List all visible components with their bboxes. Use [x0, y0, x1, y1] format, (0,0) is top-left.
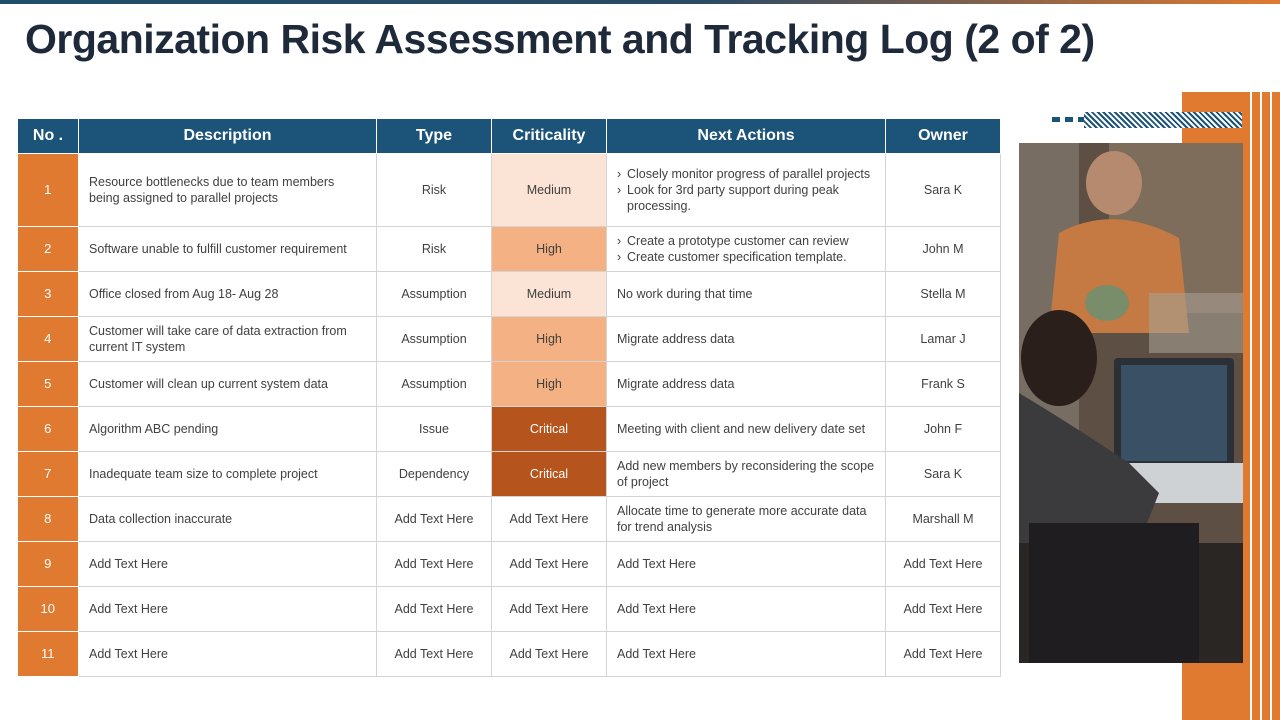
header-next-actions: Next Actions: [607, 119, 886, 154]
description-cell: Software unable to fulfill customer requirement: [79, 227, 377, 272]
type-cell: Assumption: [377, 272, 492, 317]
table-row: [18, 362, 1001, 407]
description-cell: Algorithm ABC pending: [79, 407, 377, 452]
owner-cell: Add Text Here: [886, 632, 1001, 677]
actions-list: [617, 166, 875, 214]
owner-cell: Sara K: [886, 154, 1001, 227]
criticality-cell: Critical: [492, 407, 607, 452]
actions-list: [617, 233, 875, 265]
action-item: › Look for 3rd party support during peak processing.: [617, 182, 875, 214]
criticality-cell: High: [492, 362, 607, 407]
header-owner: Owner: [886, 119, 1001, 154]
type-cell: Assumption: [377, 362, 492, 407]
criticality-cell: Add Text Here: [492, 632, 607, 677]
owner-cell: John M: [886, 227, 1001, 272]
row-number-cell: 11: [18, 632, 79, 677]
table-row: [18, 542, 1001, 587]
owner-cell: Sara K: [886, 452, 1001, 497]
row-number-cell: 6: [18, 407, 79, 452]
white-stripe: [1250, 92, 1252, 720]
type-cell: Add Text Here: [377, 497, 492, 542]
table-row: [18, 227, 1001, 272]
owner-cell: Add Text Here: [886, 542, 1001, 587]
criticality-cell: Add Text Here: [492, 587, 607, 632]
table-row: [18, 632, 1001, 677]
type-cell: Risk: [377, 154, 492, 227]
table-header-row: [18, 119, 1001, 154]
criticality-cell: High: [492, 227, 607, 272]
type-cell: Add Text Here: [377, 587, 492, 632]
owner-cell: Frank S: [886, 362, 1001, 407]
type-cell: Issue: [377, 407, 492, 452]
description-cell: Inadequate team size to complete project: [79, 452, 377, 497]
white-stripe: [1270, 92, 1272, 720]
description-cell: Customer will take care of data extraction from current IT system: [79, 317, 377, 362]
row-number-cell: 7: [18, 452, 79, 497]
description-cell: Add Text Here: [79, 632, 377, 677]
next-actions-cell: [607, 227, 886, 272]
row-number-cell: 4: [18, 317, 79, 362]
type-cell: Risk: [377, 227, 492, 272]
next-actions-cell: [607, 154, 886, 227]
table-row: [18, 497, 1001, 542]
row-number-cell: 1: [18, 154, 79, 227]
page-title: Organization Risk Assessment and Tracking Log (2 of 2): [25, 16, 1095, 62]
row-number-cell: 3: [18, 272, 79, 317]
table-row: [18, 317, 1001, 362]
action-item: › Create customer specification template.: [617, 249, 875, 265]
type-cell: Add Text Here: [377, 632, 492, 677]
description-cell: Resource bottlenecks due to team members being assigned to parallel projects: [79, 154, 377, 227]
criticality-cell: Critical: [492, 452, 607, 497]
action-item: › Create a prototype customer can review: [617, 233, 875, 249]
office-photo: [1019, 143, 1243, 663]
criticality-cell: Add Text Here: [492, 542, 607, 587]
white-stripe: [1260, 92, 1262, 720]
description-cell: Add Text Here: [79, 587, 377, 632]
header-no: No .: [18, 119, 79, 154]
description-cell: Add Text Here: [79, 542, 377, 587]
decorative-dots: [1052, 117, 1086, 122]
criticality-cell: Medium: [492, 272, 607, 317]
next-actions-cell: Allocate time to generate more accurate data for trend analysis: [607, 497, 886, 542]
action-item: › Closely monitor progress of parallel projects: [617, 166, 875, 182]
type-cell: Dependency: [377, 452, 492, 497]
type-cell: Assumption: [377, 317, 492, 362]
next-actions-cell: Add Text Here: [607, 542, 886, 587]
table-body: [18, 154, 1001, 677]
row-number-cell: 5: [18, 362, 79, 407]
decorative-dot: [1052, 117, 1060, 122]
header-description: Description: [79, 119, 377, 154]
row-number-cell: 2: [18, 227, 79, 272]
next-actions-cell: Add Text Here: [607, 632, 886, 677]
next-actions-cell: Migrate address data: [607, 317, 886, 362]
table-row: [18, 272, 1001, 317]
description-cell: Data collection inaccurate: [79, 497, 377, 542]
owner-cell: Stella M: [886, 272, 1001, 317]
decorative-dot: [1065, 117, 1073, 122]
owner-cell: Marshall M: [886, 497, 1001, 542]
owner-cell: Lamar J: [886, 317, 1001, 362]
table-row: [18, 587, 1001, 632]
next-actions-cell: Add Text Here: [607, 587, 886, 632]
table-row: [18, 407, 1001, 452]
next-actions-cell: Migrate address data: [607, 362, 886, 407]
criticality-cell: Add Text Here: [492, 497, 607, 542]
row-number-cell: 9: [18, 542, 79, 587]
next-actions-cell: Meeting with client and new delivery date set: [607, 407, 886, 452]
photo-illustration: [1019, 143, 1243, 663]
criticality-cell: Medium: [492, 154, 607, 227]
row-number-cell: 8: [18, 497, 79, 542]
next-actions-cell: Add new members by reconsidering the scope of project: [607, 452, 886, 497]
top-accent-bar: [0, 0, 1280, 4]
risk-log-table: [17, 118, 1001, 677]
criticality-cell: High: [492, 317, 607, 362]
table-row: [18, 154, 1001, 227]
table-row: [18, 452, 1001, 497]
header-type: Type: [377, 119, 492, 154]
description-cell: Office closed from Aug 18- Aug 28: [79, 272, 377, 317]
row-number-cell: 10: [18, 587, 79, 632]
decorative-hatch-bar: [1084, 112, 1242, 128]
next-actions-cell: No work during that time: [607, 272, 886, 317]
description-cell: Customer will clean up current system data: [79, 362, 377, 407]
header-criticality: Criticality: [492, 119, 607, 154]
type-cell: Add Text Here: [377, 542, 492, 587]
owner-cell: Add Text Here: [886, 587, 1001, 632]
owner-cell: John F: [886, 407, 1001, 452]
